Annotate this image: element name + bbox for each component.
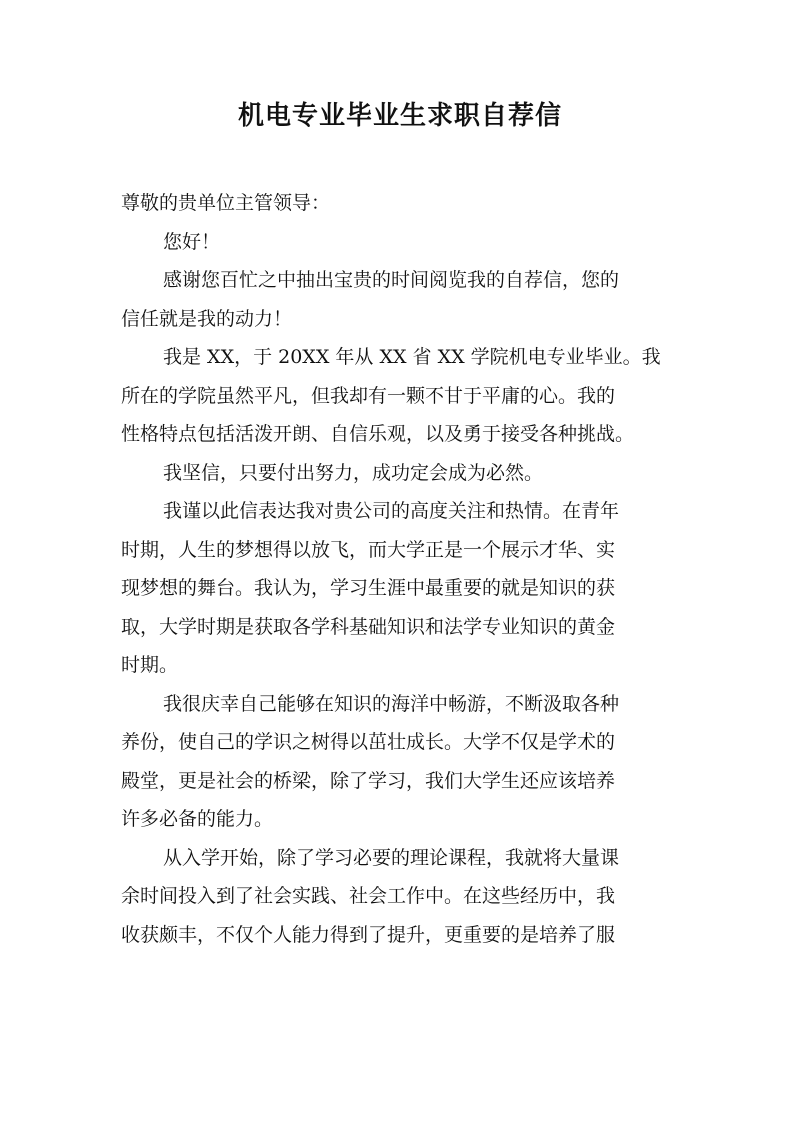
text-line: 您好！	[163, 230, 221, 253]
text-line: 我是 XX，于 20XX 年从 XX 省 XX 学院机电专业毕业。我	[163, 346, 661, 368]
text-line: 我很庆幸自己能够在知识的海洋中畅游，不断汲取各种	[163, 692, 620, 715]
text-line: 许多必备的能力。	[121, 808, 274, 830]
text-line: 我坚信，只要付出努力，成功定会成为必然。	[163, 461, 544, 484]
text-line: 从入学开始，除了学习必要的理论课程，我就将大量课	[163, 846, 620, 869]
text-line: 养份，使自己的学识之树得以茁壮成长。大学不仅是学术的	[121, 731, 616, 753]
text-line: 余时间投入到了社会实践、社会工作中。在这些经历中，我	[121, 885, 616, 907]
text-line: 所在的学院虽然平凡，但我却有一颗不甘于平庸的心。我的	[121, 384, 616, 407]
document-title: 机电专业毕业生求职自荐信	[237, 101, 562, 131]
text-line: 信任就是我的动力！	[121, 307, 293, 330]
text-line: 尊敬的贵单位主管领导：	[121, 192, 331, 214]
text-line: 时期。	[121, 654, 179, 676]
text-line: 感谢您百忙之中抽出宝贵的时间阅览我的自荐信，您的	[163, 269, 620, 291]
text-line: 取，大学时期是获取各学科基础知识和法学专业知识的黄金	[121, 615, 616, 638]
text-line: 时期，人生的梦想得以放飞，而大学正是一个展示才华、实	[121, 538, 616, 561]
text-line: 我谨以此信表达我对贵公司的高度关注和热情。在青年	[163, 500, 620, 522]
text-line: 殿堂，更是社会的桥梁，除了学习，我们大学生还应该培养	[121, 769, 616, 792]
letter-body	[121, 184, 681, 954]
text-line: 现梦想的舞台。我认为，学习生涯中最重要的就是知识的获	[121, 577, 616, 599]
text-line: 性格特点包括活泼开朗、自信乐观，以及勇于接受各种挑战。	[121, 423, 635, 445]
text-line: 收获颇丰，不仅个人能力得到了提升，更重要的是培养了服	[121, 923, 616, 946]
